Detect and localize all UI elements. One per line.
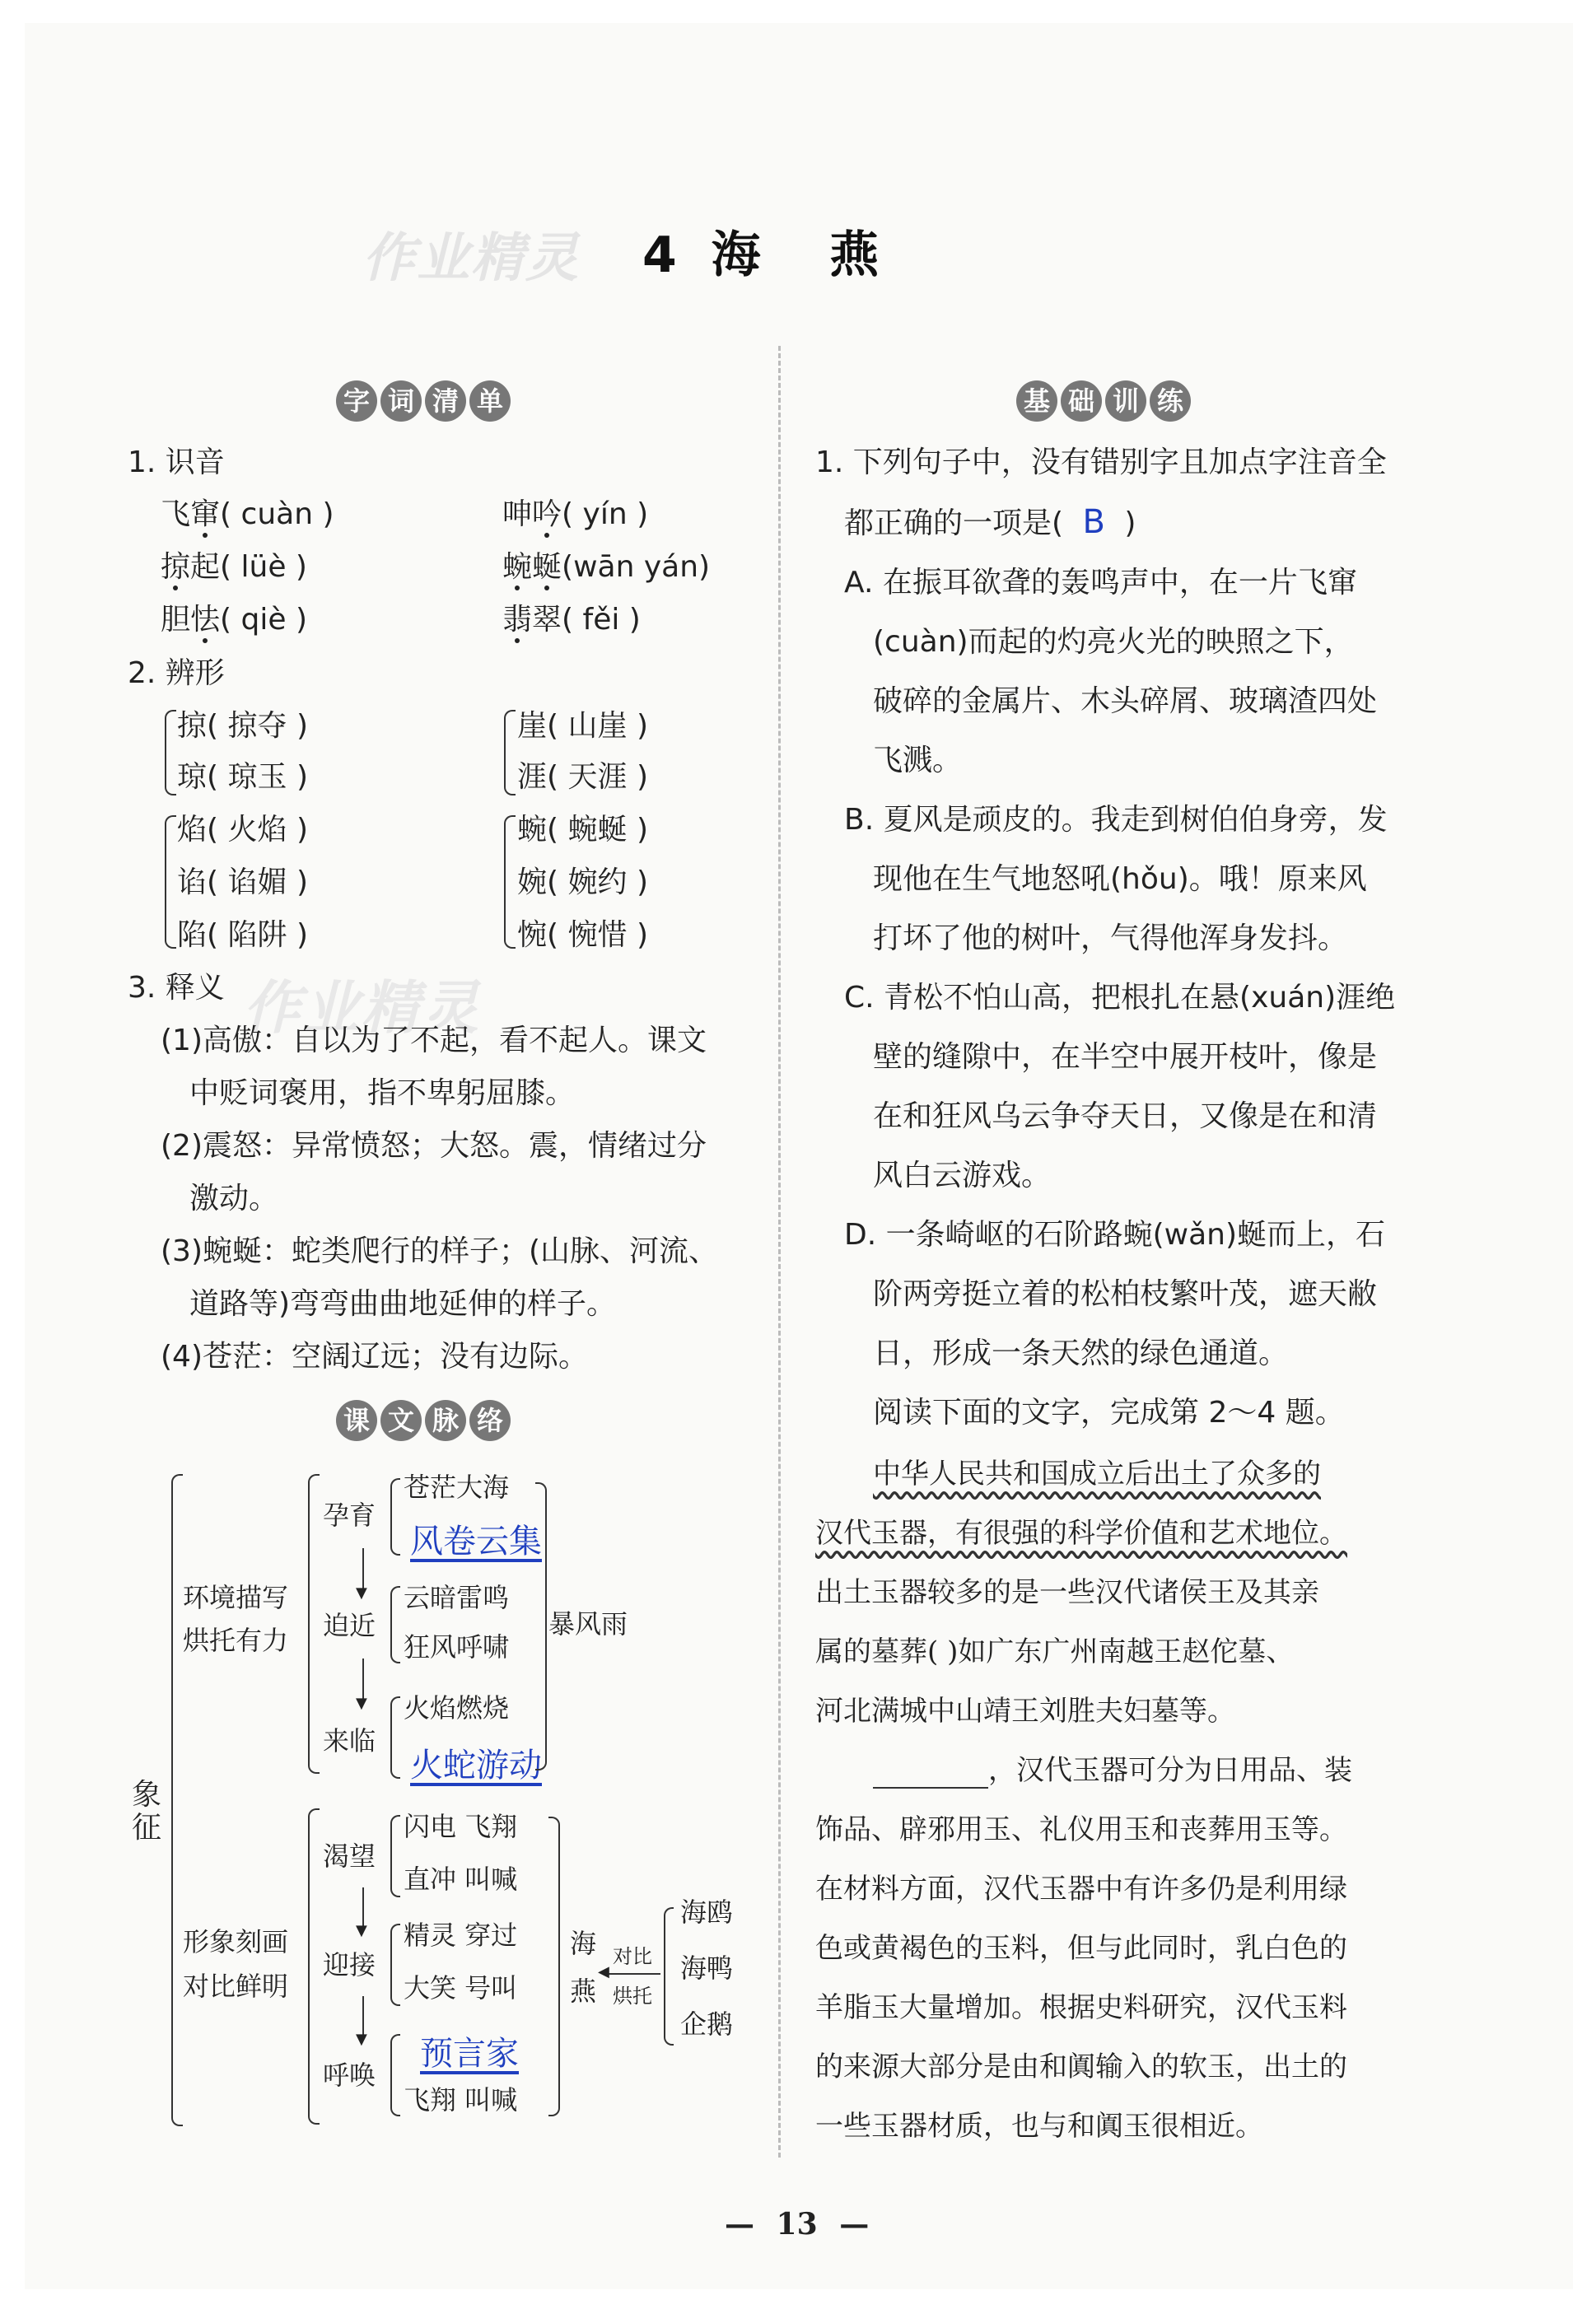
- option-line: D. 一条崎岖的石阶路蜿(wǎn)蜒而上，石: [844, 1218, 1386, 1252]
- instruction-line: 阅读下面的文字，完成第 2～4 题。: [873, 1396, 1345, 1430]
- question-line: [844, 504, 1136, 542]
- form-item: 惋( 惋惜 ): [517, 918, 648, 952]
- section-char: 基: [1016, 380, 1057, 422]
- option-line: A. 在振耳欲聋的轰鸣声中，在一片飞窜: [844, 566, 1357, 599]
- tree-leaf: 火焰燃烧: [404, 1692, 510, 1724]
- option-line: 阶两旁挺立着的松柏枝繁叶茂，遮天敝: [873, 1277, 1378, 1311]
- section-header-outline: [336, 1400, 511, 1441]
- tree-haiyan: 燕: [570, 1976, 597, 2007]
- form-item: 焰( 火焰 ): [177, 813, 308, 847]
- form-item: 崖( 山崖 ): [517, 709, 648, 743]
- passage-line: 羊脂玉大量增加。根据史料研究，汉代玉料: [815, 1991, 1347, 2024]
- tree-bird: 企鹅: [680, 2008, 734, 2040]
- form-group-bracket: [504, 710, 516, 795]
- tree-node-huhuan: 呼唤: [323, 2060, 376, 2091]
- pinyin-word: 呻吟: [502, 497, 562, 531]
- tree-leaf-answer: 预言家: [420, 2035, 519, 2073]
- option-line: 风白云游戏。: [873, 1159, 1052, 1192]
- section-header-training: [1016, 380, 1191, 422]
- form-item: 陷( 陷阱 ): [177, 918, 308, 952]
- passage-line: 一些玉器材质，也与和阗玉很相近。: [815, 2110, 1263, 2143]
- section-header-vocab: [336, 380, 511, 422]
- arrow-down-icon: ▼: [356, 1695, 367, 1712]
- tree-leaf: 直冲 叫喊: [404, 1864, 518, 1895]
- pinyin-word: 掠起: [161, 550, 221, 584]
- pinyin-value: ( qiè ): [220, 603, 308, 637]
- tree-bracket: [390, 1696, 400, 1779]
- option-line: 壁的缝隙中，在半空中展开枝叶，像是: [873, 1040, 1378, 1074]
- tree-img-line: 对比鲜明: [183, 1971, 289, 2002]
- watermark-logo: 作业精灵: [362, 228, 580, 289]
- tree-leaf: 狂风呼啸: [404, 1631, 510, 1663]
- section-char: 脉: [425, 1400, 466, 1441]
- column-separator: [778, 346, 781, 2158]
- option-line: 在和狂风乌云争夺天日，又像是在和清: [873, 1099, 1378, 1133]
- pinyin-value: ( fěi ): [562, 603, 641, 637]
- form-item: 琼( 琼玉 ): [177, 760, 308, 794]
- pinyin-value: ( cuàn ): [220, 497, 334, 531]
- passage-line: 属的墓葬( )如广东广州南越王赵佗墓、: [815, 1635, 1295, 1668]
- option-line: C. 青松不怕山高，把根扎在悬(xuán)涯绝: [844, 981, 1396, 1015]
- option-line: 破碎的金属片、木头碎屑、玻璃渣四处: [873, 684, 1378, 718]
- tree-haiyan-bracket: [548, 1817, 560, 2116]
- tree-root-bracket: [171, 1474, 183, 2126]
- section-char: 文: [380, 1400, 422, 1441]
- pinyin-word: 翡翠: [502, 603, 562, 637]
- tree-bracket: [390, 1586, 400, 1663]
- tree-img-bracket: [308, 1808, 320, 2125]
- definition-line: 道路等)弯弯曲曲地延伸的样子。: [189, 1287, 617, 1321]
- tree-root-char: 象征: [132, 1778, 162, 1845]
- answer-choice: B: [1082, 503, 1105, 541]
- tree-birds-bracket: [664, 1907, 674, 2046]
- page-title: 4 海 燕: [642, 226, 880, 284]
- tree-img-line: 形象刻画: [183, 1926, 289, 1957]
- tree-bird: 海鸥: [680, 1896, 734, 1928]
- passage-line: ，汉代玉器可分为日用品、装: [873, 1752, 1352, 1789]
- option-line: B. 夏风是顽皮的。我走到树伯伯身旁，发: [844, 803, 1388, 837]
- arrow-down-icon: ▼: [356, 1922, 367, 1939]
- section-char: 训: [1105, 380, 1146, 422]
- pinyin-value: ( yín ): [562, 497, 649, 531]
- q2-label: 2. 辨形: [128, 656, 225, 690]
- section-char: 络: [469, 1400, 511, 1441]
- tree-bird: 海鸭: [680, 1952, 734, 1984]
- tree-contrast-label: 对比: [613, 1945, 652, 1968]
- passage-line: 中华人民共和国成立后出土了众多的: [873, 1458, 1321, 1491]
- tree-node-yunyu: 孕育: [323, 1500, 376, 1531]
- tree-env-bracket: [308, 1474, 320, 1774]
- section-char: 础: [1061, 380, 1102, 422]
- pinyin-row: [161, 549, 307, 585]
- tree-leaf: 精灵 穿过: [404, 1920, 518, 1951]
- passage-line: 色或黄褐色的玉料，但与此同时，乳白色的: [815, 1932, 1347, 1965]
- form-item: 涯( 天涯 ): [517, 760, 648, 794]
- form-group-bracket: [504, 815, 516, 949]
- tree-env-line: 烘托有力: [183, 1625, 289, 1656]
- section-char: 清: [425, 380, 466, 422]
- option-line: (cuàn)而起的灼亮火光的映照之下，: [873, 625, 1354, 659]
- arrow-down-icon: ▼: [356, 2031, 367, 2048]
- tree-storm-bracket: [535, 1482, 547, 1770]
- pinyin-word: 飞窜: [161, 497, 221, 531]
- option-line: 打坏了他的树叶，气得他浑身发抖。: [873, 921, 1348, 955]
- passage-line: 在材料方面，汉代玉器中有许多仍是利用绿: [815, 1873, 1347, 1906]
- option-line: 现他在生气地怒吼(hǒu)。哦！原来风: [873, 862, 1367, 896]
- tree-env-line: 环境描写: [183, 1582, 289, 1613]
- option-line: 飞溅。: [873, 744, 963, 777]
- pinyin-row: [502, 497, 648, 533]
- pinyin-word: 胆怯: [161, 603, 221, 637]
- tree-bracket: [390, 1478, 400, 1556]
- section-char: 单: [469, 380, 511, 422]
- page-dash: —: [839, 2207, 870, 2242]
- tree-haiyan: 海: [570, 1928, 597, 1959]
- form-item: 婉( 婉约 ): [517, 865, 648, 899]
- definition-line: 激动。: [189, 1182, 279, 1215]
- definition-line: (3)蜿蜒：蛇类爬行的样子；(山脉、河流、: [161, 1234, 719, 1268]
- question-stem: 都正确的一项是(: [844, 506, 1064, 540]
- q3-label: 3. 释义: [128, 971, 225, 1005]
- form-item: 掠( 掠夺 ): [177, 709, 308, 743]
- watermark-logo: 作业精灵: [243, 974, 480, 1042]
- tree-storm: 暴风雨: [548, 1608, 628, 1640]
- page-number: [725, 2207, 869, 2242]
- tree-leaf: 云暗雷鸣: [404, 1582, 510, 1613]
- section-char: 课: [336, 1400, 377, 1441]
- tree-contrast-arrow: [606, 1973, 660, 1975]
- tree-contrast-label: 烘托: [613, 1985, 652, 2008]
- arrow-left-icon: ◀: [598, 1963, 609, 1980]
- question-line: 1. 下列句子中，没有错别字且加点字注音全: [815, 446, 1387, 479]
- tree-node-lailin: 来临: [323, 1725, 376, 1756]
- arrow-down-icon: ▼: [356, 1584, 367, 1602]
- section-char: 练: [1150, 380, 1191, 422]
- passage-line: 的来源大部分是由和阗输入的软玉，出土的: [815, 2050, 1347, 2083]
- definition-line: 中贬词褒用，指不卑躬屈膝。: [189, 1076, 576, 1110]
- tree-leaf: 闪电 飞翔: [404, 1811, 518, 1842]
- section-char: 词: [380, 380, 422, 422]
- tree-bracket: [390, 1815, 400, 1897]
- definition-line: (2)震怒：异常愤怒；大怒。震，情绪过分: [161, 1129, 707, 1163]
- form-group-bracket: [165, 815, 176, 949]
- form-item: 谄( 谄媚 ): [177, 865, 308, 899]
- passage-line: 河北满城中山靖王刘胜夫妇墓等。: [815, 1695, 1235, 1728]
- page-dash: —: [725, 2207, 754, 2242]
- tree-leaf: 大笑 号叫: [404, 1972, 518, 2004]
- pinyin-row: [502, 602, 641, 638]
- tree-leaf: 苍茫大海: [404, 1472, 510, 1503]
- page-number-value: 13: [776, 2207, 818, 2242]
- tree-leaf: 飞翔 叫喊: [404, 2084, 518, 2116]
- passage-line: 汉代玉器，有很强的科学价值和艺术地位。: [815, 1517, 1347, 1550]
- passage-line: 出土玉器较多的是一些汉代诸侯王及其亲: [815, 1576, 1319, 1609]
- option-line: 日，形成一条天然的绿色通道。: [873, 1337, 1289, 1370]
- pinyin-word: 蜿蜒: [502, 550, 562, 584]
- passage-line: 饰品、辟邪用玉、礼仪用玉和丧葬用玉等。: [815, 1813, 1347, 1846]
- pinyin-row: [161, 602, 307, 638]
- form-item: 蜿( 蜿蜒 ): [517, 813, 648, 847]
- tree-node-bijin: 迫近: [323, 1610, 376, 1641]
- section-char: 字: [336, 380, 377, 422]
- definition-line: (4)苍茫：空阔辽远；没有边际。: [161, 1340, 588, 1374]
- tree-bracket: [390, 2034, 400, 2116]
- q1-label: 1. 识音: [128, 446, 225, 479]
- tree-leaf-answer: 风卷云集: [410, 1523, 542, 1561]
- fill-blank[interactable]: [873, 1757, 988, 1789]
- definition-line: (1)高傲：自以为了不起，看不起人。课文: [161, 1024, 707, 1057]
- pinyin-row: [161, 497, 334, 533]
- form-group-bracket: [165, 710, 176, 795]
- tree-node-yingjie: 迎接: [323, 1949, 376, 1980]
- close-paren: ): [1124, 506, 1136, 540]
- tree-leaf-answer: 火蛇游动: [410, 1747, 542, 1784]
- tree-bracket: [390, 1924, 400, 2006]
- tree-node-kewang: 渴望: [323, 1840, 376, 1872]
- pinyin-value: ( lüè ): [220, 550, 307, 584]
- pinyin-value: (wān yán): [562, 550, 711, 584]
- pinyin-row: [502, 549, 710, 585]
